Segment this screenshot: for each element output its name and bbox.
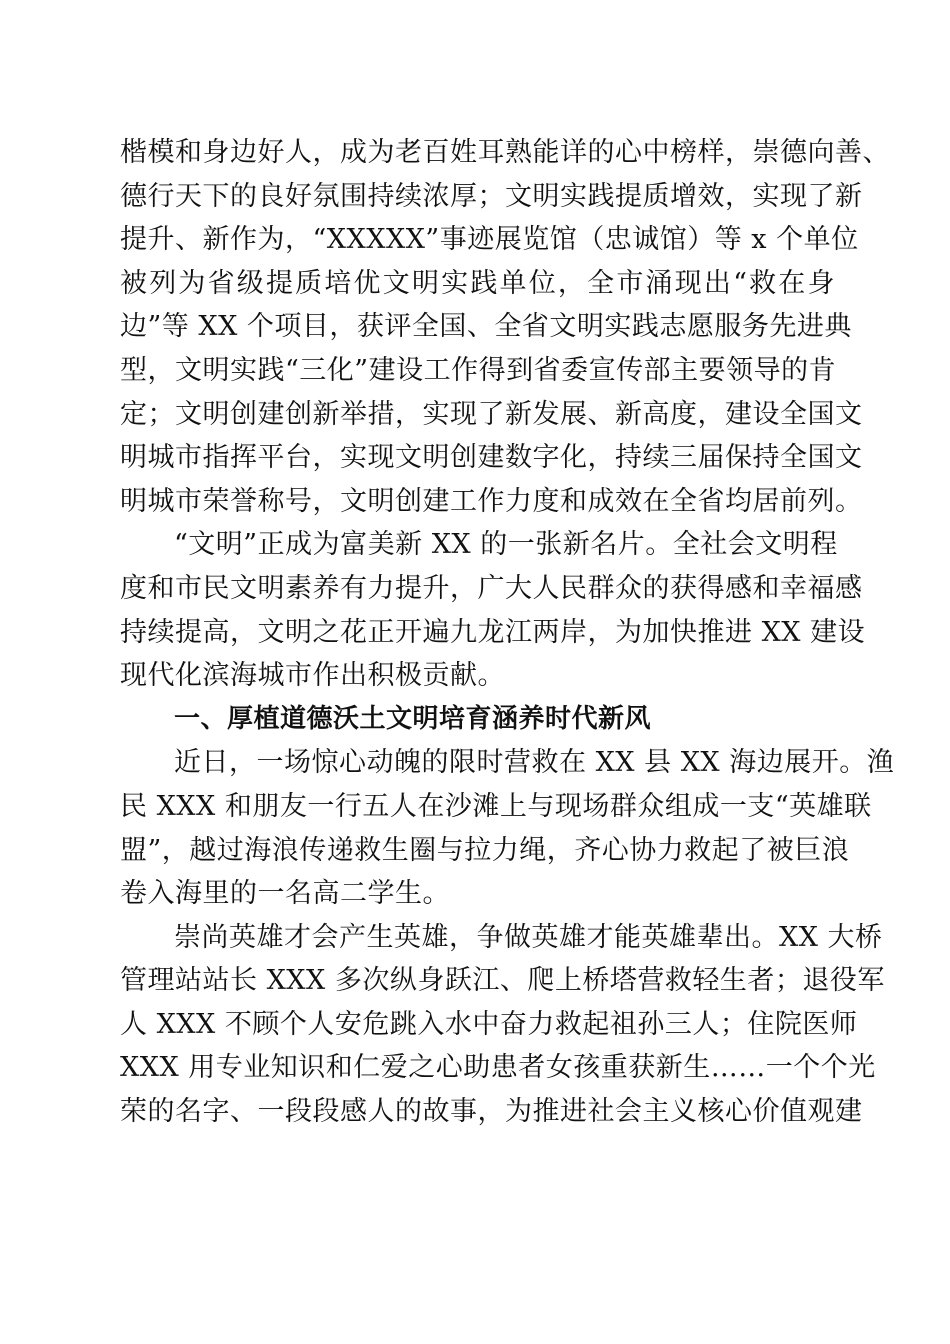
text-line: 被列为省级提质培优文明实践单位，全市涌现出“救在身 bbox=[120, 267, 835, 299]
text-line: 荣的名字、一段段感人的故事，为推进社会主义核心价值观建 bbox=[120, 1096, 863, 1128]
text-line: 明城市荣誉称号，文明创建工作力度和成效在全省均居前列。 bbox=[120, 485, 863, 517]
document-body bbox=[120, 131, 895, 1134]
text-line: XXX 用专业知识和仁爱之心助患者女孩重获新生……一个个光 bbox=[120, 1052, 876, 1084]
text-line: 明城市指挥平台，实现文明创建数字化，持续三届保持全国文 bbox=[120, 442, 863, 474]
text-line: 卷入海里的一名高二学生。 bbox=[120, 878, 450, 910]
text-line: 边”等 XX 个项目，获评全国、全省文明实践志愿服务先进典 bbox=[120, 311, 852, 343]
paragraph-3 bbox=[120, 741, 895, 915]
text-line: 德行天下的良好氛围持续浓厚；文明实践提质增效，实现了新 bbox=[120, 180, 863, 212]
text-line: 人 XXX 不顾个人安危跳入水中奋力救起祖孙三人；住院医师 bbox=[120, 1008, 858, 1040]
text-line: 管理站站长 XXX 多次纵身跃江、爬上桥塔营救轻生者；退役军 bbox=[120, 965, 885, 997]
text-line: 度和市民文明素养有力提升，广大人民群众的获得感和幸福感 bbox=[120, 572, 863, 604]
text-line: 持续提高，文明之花正开遍九龙江两岸，为加快推进 XX 建设 bbox=[120, 616, 866, 648]
text-line: 型，文明实践“三化”建设工作得到省委宣传部主要领导的肯 bbox=[120, 354, 837, 386]
text-line: 现代化滨海城市作出积极贡献。 bbox=[120, 660, 505, 692]
text-line: 定；文明创建创新举措，实现了新发展、新高度，建设全国文 bbox=[120, 398, 863, 430]
section-heading: 一、厚植道德沃土文明培育涵养时代新风 bbox=[174, 703, 652, 734]
text-line: 盟”，越过海浪传递救生圈与拉力绳，齐心协力救起了被巨浪 bbox=[120, 834, 850, 866]
text-line: 提升、新作为，“XXXXX”事迹展览馆（忠诚馆）等 x 个单位 bbox=[120, 224, 859, 256]
paragraph-1 bbox=[120, 131, 890, 523]
text-line: 民 XXX 和朋友一行五人在沙滩上与现场群众组成一支“英雄联 bbox=[120, 790, 872, 822]
paragraph-4 bbox=[120, 916, 885, 1134]
text-line: “文明”正成为富美新 XX 的一张新名片。全社会文明程 bbox=[174, 529, 838, 561]
text-line: 近日，一场惊心动魄的限时营救在 XX 县 XX 海边展开。渔 bbox=[174, 747, 895, 779]
text-line: 楷模和身边好人，成为老百姓耳熟能详的心中榜样，崇德向善、 bbox=[120, 137, 890, 168]
text-line: 崇尚英雄才会产生英雄，争做英雄才能英雄辈出。XX 大桥 bbox=[174, 921, 883, 953]
paragraph-2 bbox=[120, 523, 866, 697]
